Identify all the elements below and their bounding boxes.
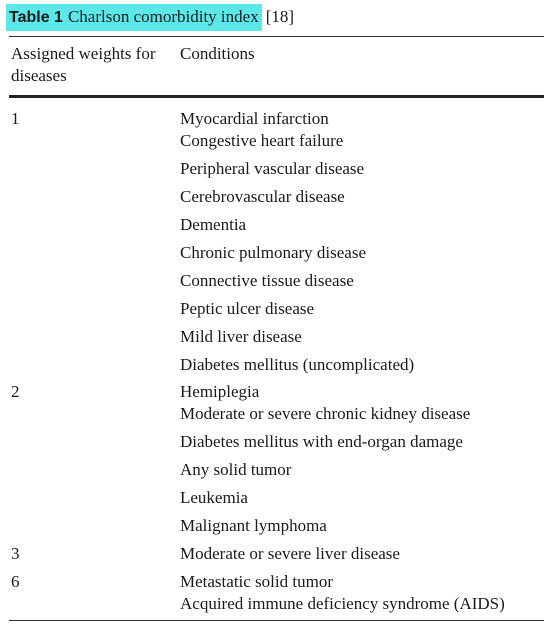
condition-item: Moderate or severe liver disease	[180, 544, 400, 563]
condition-item: Acquired immune deficiency syndrome (AIDS)	[180, 594, 505, 613]
column-header-weights: Assigned weights for diseases	[11, 44, 156, 85]
condition-item: Leukemia	[180, 488, 248, 507]
weight-value: 3	[11, 544, 20, 563]
table-bottom-rule	[9, 620, 544, 621]
table-caption	[9, 4, 294, 30]
condition-item: Any solid tumor	[180, 460, 292, 479]
condition-item: Moderate or severe chronic kidney disease	[180, 404, 471, 423]
condition-item: Diabetes mellitus with end-organ damage	[180, 432, 463, 451]
condition-item: Hemiplegia	[180, 382, 260, 401]
condition-item: Peptic ulcer disease	[180, 299, 315, 318]
condition-item: Peripheral vascular disease	[180, 159, 365, 178]
condition-item: Metastatic solid tumor	[180, 572, 333, 591]
table-number: Table 1	[9, 9, 63, 26]
caption-highlight	[6, 4, 262, 31]
table-title: Charlson comorbidity index	[67, 7, 259, 26]
table-top-rule	[9, 36, 544, 37]
condition-item: Malignant lymphoma	[180, 516, 327, 535]
column-header-conditions: Conditions	[180, 44, 255, 63]
condition-item: Congestive heart failure	[180, 131, 344, 150]
table-reference: [18]	[265, 7, 295, 26]
weight-value: 6	[11, 572, 20, 591]
condition-item: Cerebrovascular disease	[180, 187, 345, 206]
weight-value: 2	[11, 382, 20, 401]
condition-item: Diabetes mellitus (uncomplicated)	[180, 355, 415, 374]
condition-item: Dementia	[180, 215, 247, 234]
condition-item: Myocardial infarction	[180, 109, 329, 128]
condition-item: Chronic pulmonary disease	[180, 243, 367, 262]
condition-item: Mild liver disease	[180, 327, 302, 346]
table-header-rule	[9, 95, 544, 98]
weight-value: 1	[11, 109, 20, 128]
condition-item: Connective tissue disease	[180, 271, 354, 290]
